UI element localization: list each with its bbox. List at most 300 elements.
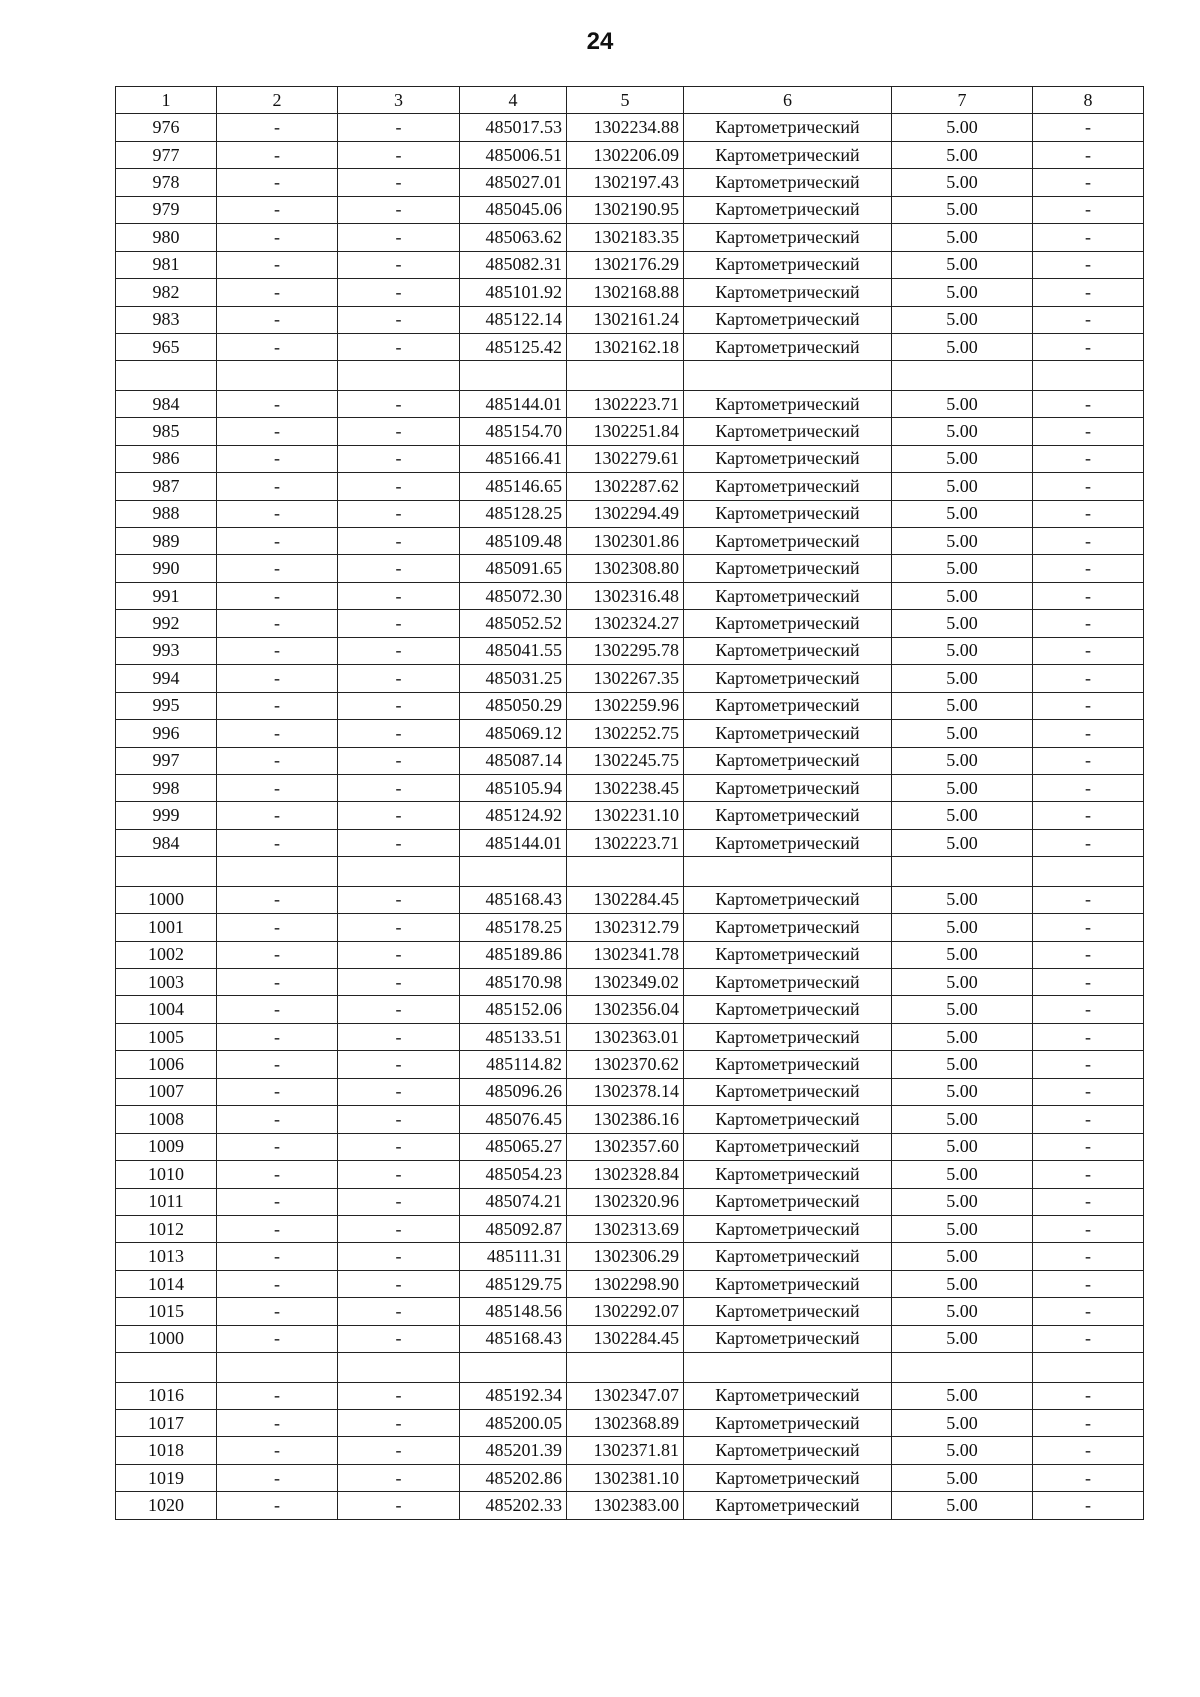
table-cell-col-5: 1302357.60 (567, 1133, 684, 1160)
table-cell-col-5: 1302279.61 (567, 445, 684, 472)
table-cell-col-3: - (338, 333, 460, 360)
table-cell-col-5: 1302206.09 (567, 141, 684, 168)
table-cell-col-2: - (217, 1188, 338, 1215)
table-cell-col-4: 485148.56 (460, 1298, 567, 1325)
table-cell-col-5: 1302251.84 (567, 418, 684, 445)
table-header (116, 87, 1144, 114)
table-cell-col-6: Картометрический (684, 1382, 892, 1409)
table-cell-col-1: 996 (116, 720, 217, 747)
table-cell-col-4: 485189.86 (460, 941, 567, 968)
table-cell-col-3: - (338, 829, 460, 856)
table-cell-col-3: - (338, 692, 460, 719)
table-cell-col-2: - (217, 1215, 338, 1242)
table-cell-col-1: 1017 (116, 1410, 217, 1437)
table-cell-col-6: Картометрический (684, 1270, 892, 1297)
table-cell-col-7: 5.00 (892, 1106, 1033, 1133)
table-cell-col-7: 5.00 (892, 1298, 1033, 1325)
table-cell-col-7: 5.00 (892, 196, 1033, 223)
column-header-8: 8 (1033, 87, 1144, 114)
table-cell-col-5: 1302316.48 (567, 582, 684, 609)
table-cell-col-2: - (217, 941, 338, 968)
table-cell-col-8: - (1033, 774, 1144, 801)
table-cell-col-8: - (1033, 1106, 1144, 1133)
table-cell-col-5: 1302363.01 (567, 1023, 684, 1050)
table-cell-col-3: - (338, 1023, 460, 1050)
table-cell-col-4: 485122.14 (460, 306, 567, 333)
table-cell-col-7: 5.00 (892, 1161, 1033, 1188)
table-cell-col-2: - (217, 637, 338, 664)
table-cell-col-6: Картометрический (684, 528, 892, 555)
table-cell-col-5: 1302176.29 (567, 251, 684, 278)
table-cell-col-3: - (338, 1325, 460, 1352)
table-cell-col-8: - (1033, 445, 1144, 472)
table-cell-col-7: 5.00 (892, 445, 1033, 472)
table-cell-col-5: 1302306.29 (567, 1243, 684, 1270)
table-cell-col-6: Картометрический (684, 829, 892, 856)
table-cell-col-8: - (1033, 141, 1144, 168)
table-cell-col-3: - (338, 1215, 460, 1242)
table-cell-col-8: - (1033, 390, 1144, 417)
table-cell-col-6: Картометрический (684, 555, 892, 582)
table-cell-col-7: 5.00 (892, 720, 1033, 747)
table-cell-col-2: - (217, 555, 338, 582)
table-cell-col-1: 981 (116, 251, 217, 278)
table-cell-col-4: 485170.98 (460, 969, 567, 996)
table-row (116, 1106, 1144, 1133)
table-cell-col-7: 5.00 (892, 886, 1033, 913)
table-cell-col-6: Картометрический (684, 1243, 892, 1270)
table-cell-col-4: 485200.05 (460, 1410, 567, 1437)
table-cell-col-6: Картометрический (684, 774, 892, 801)
table-cell-col-7: 5.00 (892, 1270, 1033, 1297)
table-cell-col-1: 982 (116, 279, 217, 306)
table-cell-col-1: 1018 (116, 1437, 217, 1464)
table-cell-col-1: 995 (116, 692, 217, 719)
table-cell-col-3: - (338, 279, 460, 306)
table-cell-col-8: - (1033, 969, 1144, 996)
table-cell-col-5: 1302252.75 (567, 720, 684, 747)
table-cell-col-2: - (217, 528, 338, 555)
column-header-3: 3 (338, 87, 460, 114)
table-cell-col-1: 1000 (116, 1325, 217, 1352)
table-cell-col-5: 1302190.95 (567, 196, 684, 223)
table-cell-col-3: - (338, 114, 460, 141)
table-cell-col-3: - (338, 445, 460, 472)
table-cell-col-5: 1302370.62 (567, 1051, 684, 1078)
table-row (116, 637, 1144, 664)
table-row (116, 1161, 1144, 1188)
table-cell-col-8: - (1033, 1298, 1144, 1325)
table-row (116, 1437, 1144, 1464)
table-cell-col-3: - (338, 473, 460, 500)
table-cell-col-1: 990 (116, 555, 217, 582)
table-cell-col-8: - (1033, 665, 1144, 692)
table-cell-col-4: 485054.23 (460, 1161, 567, 1188)
table-cell-col-7: 5.00 (892, 1051, 1033, 1078)
table-cell-col-7: 5.00 (892, 169, 1033, 196)
table-cell-col-5: 1302347.07 (567, 1382, 684, 1409)
table-cell-col-7: 5.00 (892, 279, 1033, 306)
table-cell-col-7: 5.00 (892, 969, 1033, 996)
table-cell-col-1: 984 (116, 390, 217, 417)
table-cell-col-7: 5.00 (892, 1325, 1033, 1352)
table-cell-col-1: 994 (116, 665, 217, 692)
table-cell-col-4 (460, 857, 567, 886)
table-cell-col-2: - (217, 141, 338, 168)
table-cell-col-5: 1302371.81 (567, 1437, 684, 1464)
table-cell-col-5: 1302383.00 (567, 1492, 684, 1519)
table-cell-col-7 (892, 1353, 1033, 1382)
table-cell-col-1: 1005 (116, 1023, 217, 1050)
table-cell-col-5: 1302295.78 (567, 637, 684, 664)
table-cell-col-6: Картометрический (684, 279, 892, 306)
table-cell-col-2: - (217, 473, 338, 500)
table-cell-col-2: - (217, 114, 338, 141)
table-cell-col-6: Картометрический (684, 886, 892, 913)
page-number: 24 (586, 28, 614, 55)
table-cell-col-6: Картометрический (684, 996, 892, 1023)
table-cell-col-5: 1302381.10 (567, 1464, 684, 1491)
table-cell-col-2: - (217, 1133, 338, 1160)
table-cell-col-3: - (338, 1492, 460, 1519)
table-cell-col-2: - (217, 692, 338, 719)
table-cell-col-6: Картометрический (684, 224, 892, 251)
table-cell-col-5: 1302234.88 (567, 114, 684, 141)
table-cell-col-8: - (1033, 1492, 1144, 1519)
table-row (116, 141, 1144, 168)
table-cell-col-8 (1033, 361, 1144, 390)
table-cell-col-6: Картометрический (684, 969, 892, 996)
table-cell-col-8: - (1033, 473, 1144, 500)
table-row (116, 279, 1144, 306)
table-cell-col-6: Картометрический (684, 141, 892, 168)
table-cell-col-7: 5.00 (892, 829, 1033, 856)
table-cell-col-8: - (1033, 114, 1144, 141)
table-cell-col-3: - (338, 390, 460, 417)
table-cell-col-2: - (217, 500, 338, 527)
table-cell-col-6: Картометрический (684, 1325, 892, 1352)
table-cell-col-8: - (1033, 528, 1144, 555)
table-cell-col-8: - (1033, 1133, 1144, 1160)
table-row (116, 665, 1144, 692)
table-row (116, 941, 1144, 968)
table-cell-col-2: - (217, 251, 338, 278)
table-cell-col-6: Картометрический (684, 747, 892, 774)
table-cell-col-4: 485202.86 (460, 1464, 567, 1491)
table-cell-col-5 (567, 361, 684, 390)
table-cell-col-3: - (338, 802, 460, 829)
table-cell-col-7: 5.00 (892, 528, 1033, 555)
table-cell-col-4: 485128.25 (460, 500, 567, 527)
table-cell-col-6: Картометрический (684, 1464, 892, 1491)
table-cell-col-8: - (1033, 692, 1144, 719)
table-cell-col-5: 1302324.27 (567, 610, 684, 637)
table-cell-col-8: - (1033, 306, 1144, 333)
table-cell-col-6: Картометрический (684, 500, 892, 527)
column-header-7: 7 (892, 87, 1033, 114)
table-cell-col-8: - (1033, 996, 1144, 1023)
table-cell-col-7: 5.00 (892, 473, 1033, 500)
table-cell-col-3: - (338, 251, 460, 278)
table-row (116, 1410, 1144, 1437)
table-cell-col-6: Картометрический (684, 306, 892, 333)
table-row (116, 333, 1144, 360)
table-row (116, 1270, 1144, 1297)
table-cell-col-4: 485076.45 (460, 1106, 567, 1133)
table-cell-col-1: 965 (116, 333, 217, 360)
table-cell-col-6 (684, 857, 892, 886)
table-cell-col-8: - (1033, 1464, 1144, 1491)
table-cell-col-2: - (217, 1270, 338, 1297)
table-cell-col-7: 5.00 (892, 774, 1033, 801)
table-cell-col-5: 1302341.78 (567, 941, 684, 968)
table-cell-col-7: 5.00 (892, 582, 1033, 609)
table-cell-col-4: 485124.92 (460, 802, 567, 829)
table-cell-col-8: - (1033, 1243, 1144, 1270)
table-cell-col-3: - (338, 306, 460, 333)
table-cell-col-3: - (338, 747, 460, 774)
table-cell-col-1: 986 (116, 445, 217, 472)
table-cell-col-5: 1302368.89 (567, 1410, 684, 1437)
table-row (116, 1078, 1144, 1105)
table-cell-col-4: 485087.14 (460, 747, 567, 774)
table-cell-col-1: 1002 (116, 941, 217, 968)
table-cell-col-7: 5.00 (892, 1437, 1033, 1464)
table-cell-col-4: 485109.48 (460, 528, 567, 555)
table-cell-col-7: 5.00 (892, 1464, 1033, 1491)
table-row (116, 114, 1144, 141)
table-cell-col-6: Картометрический (684, 1188, 892, 1215)
table-row (116, 886, 1144, 913)
table-cell-col-7: 5.00 (892, 1215, 1033, 1242)
table-cell-col-7: 5.00 (892, 996, 1033, 1023)
table-row (116, 418, 1144, 445)
table-cell-col-4: 485105.94 (460, 774, 567, 801)
table-cell-col-5: 1302183.35 (567, 224, 684, 251)
table-cell-col-6: Картометрический (684, 1161, 892, 1188)
table-cell-col-8: - (1033, 1325, 1144, 1352)
table-cell-col-2: - (217, 1078, 338, 1105)
table-cell-col-2: - (217, 1437, 338, 1464)
table-cell-col-6: Картометрический (684, 251, 892, 278)
table-cell-col-1: 979 (116, 196, 217, 223)
table-cell-col-5: 1302320.96 (567, 1188, 684, 1215)
column-header-1: 1 (116, 87, 217, 114)
table-cell-col-3: - (338, 141, 460, 168)
table-row (116, 1188, 1144, 1215)
table-cell-col-5: 1302161.24 (567, 306, 684, 333)
table-cell-col-4: 485202.33 (460, 1492, 567, 1519)
table-cell-col-7: 5.00 (892, 914, 1033, 941)
table-cell-col-1: 998 (116, 774, 217, 801)
table-cell-col-1: 985 (116, 418, 217, 445)
table-cell-col-8: - (1033, 720, 1144, 747)
column-header-4: 4 (460, 87, 567, 114)
table-cell-col-1: 988 (116, 500, 217, 527)
table-cell-col-6: Картометрический (684, 1133, 892, 1160)
table-cell-col-2: - (217, 747, 338, 774)
table-row (116, 169, 1144, 196)
table-cell-col-6: Картометрический (684, 169, 892, 196)
table-cell-col-8: - (1033, 224, 1144, 251)
table-row (116, 196, 1144, 223)
table-cell-col-2: - (217, 279, 338, 306)
table-cell-col-5: 1302313.69 (567, 1215, 684, 1242)
table-separator-row (116, 361, 1144, 390)
table-cell-col-2: - (217, 1106, 338, 1133)
table-cell-col-1: 989 (116, 528, 217, 555)
table-cell-col-8: - (1033, 610, 1144, 637)
table-cell-col-2: - (217, 1464, 338, 1491)
table-cell-col-4: 485092.87 (460, 1215, 567, 1242)
table-cell-col-8: - (1033, 1051, 1144, 1078)
table-cell-col-2: - (217, 665, 338, 692)
table-row (116, 1215, 1144, 1242)
table-cell-col-7: 5.00 (892, 802, 1033, 829)
table-cell-col-2: - (217, 169, 338, 196)
table-cell-col-6: Картометрический (684, 582, 892, 609)
table-cell-col-4: 485069.12 (460, 720, 567, 747)
table-cell-col-6: Картометрический (684, 1492, 892, 1519)
table-cell-col-8 (1033, 1353, 1144, 1382)
table-cell-col-7: 5.00 (892, 637, 1033, 664)
table-cell-col-3: - (338, 555, 460, 582)
table-cell-col-3: - (338, 637, 460, 664)
table-cell-col-1: 1020 (116, 1492, 217, 1519)
table-cell-col-2: - (217, 996, 338, 1023)
table-cell-col-6: Картометрический (684, 1437, 892, 1464)
table-cell-col-8: - (1033, 1023, 1144, 1050)
table-row (116, 720, 1144, 747)
table-cell-col-1: 1004 (116, 996, 217, 1023)
table-cell-col-1: 1016 (116, 1382, 217, 1409)
table-cell-col-3: - (338, 996, 460, 1023)
table-row (116, 692, 1144, 719)
table-cell-col-7: 5.00 (892, 1188, 1033, 1215)
table-cell-col-2: - (217, 914, 338, 941)
table-cell-col-2: - (217, 445, 338, 472)
table-cell-col-3: - (338, 1298, 460, 1325)
table-cell-col-1: 1013 (116, 1243, 217, 1270)
table-cell-col-7: 5.00 (892, 1078, 1033, 1105)
table-cell-col-2: - (217, 390, 338, 417)
table-cell-col-1: 1019 (116, 1464, 217, 1491)
table-row (116, 1023, 1144, 1050)
table-cell-col-8: - (1033, 1215, 1144, 1242)
table-cell-col-4: 485017.53 (460, 114, 567, 141)
table-cell-col-7: 5.00 (892, 1023, 1033, 1050)
table-cell-col-8: - (1033, 169, 1144, 196)
table-cell-col-1: 984 (116, 829, 217, 856)
table-cell-col-8: - (1033, 747, 1144, 774)
table-cell-col-1 (116, 361, 217, 390)
table-cell-col-8: - (1033, 582, 1144, 609)
table-header-row (116, 87, 1144, 114)
table-cell-col-3: - (338, 610, 460, 637)
table-cell-col-3: - (338, 1270, 460, 1297)
column-header-2: 2 (217, 87, 338, 114)
table-cell-col-7: 5.00 (892, 1410, 1033, 1437)
table-cell-col-4: 485027.01 (460, 169, 567, 196)
table-row (116, 802, 1144, 829)
table-row (116, 1325, 1144, 1352)
table-cell-col-2: - (217, 196, 338, 223)
table-cell-col-7: 5.00 (892, 500, 1033, 527)
table-cell-col-4: 485111.31 (460, 1243, 567, 1270)
table-row (116, 251, 1144, 278)
table-cell-col-7: 5.00 (892, 418, 1033, 445)
table-cell-col-7: 5.00 (892, 1133, 1033, 1160)
table-cell-col-1 (116, 857, 217, 886)
table-cell-col-8: - (1033, 555, 1144, 582)
table-cell-col-8: - (1033, 914, 1144, 941)
table-cell-col-4: 485168.43 (460, 1325, 567, 1352)
table-cell-col-4: 485091.65 (460, 555, 567, 582)
table-row (116, 1298, 1144, 1325)
table-cell-col-2: - (217, 1298, 338, 1325)
table-cell-col-4: 485050.29 (460, 692, 567, 719)
table-row (116, 747, 1144, 774)
table-cell-col-3: - (338, 1382, 460, 1409)
table-row (116, 914, 1144, 941)
table-cell-col-4: 485063.62 (460, 224, 567, 251)
table-cell-col-1: 997 (116, 747, 217, 774)
table-cell-col-3: - (338, 1243, 460, 1270)
table-cell-col-4 (460, 1353, 567, 1382)
table-cell-col-1: 987 (116, 473, 217, 500)
table-cell-col-4: 485096.26 (460, 1078, 567, 1105)
table-cell-col-6: Картометрический (684, 445, 892, 472)
table-cell-col-8: - (1033, 1078, 1144, 1105)
table-cell-col-5: 1302301.86 (567, 528, 684, 555)
table-row (116, 1243, 1144, 1270)
table-cell-col-6: Картометрический (684, 418, 892, 445)
table-cell-col-6: Картометрический (684, 1106, 892, 1133)
table-cell-col-6: Картометрический (684, 637, 892, 664)
table-cell-col-8: - (1033, 802, 1144, 829)
table-cell-col-7: 5.00 (892, 555, 1033, 582)
table-row (116, 1051, 1144, 1078)
table-cell-col-6: Картометрический (684, 692, 892, 719)
table-row (116, 500, 1144, 527)
table-cell-col-4: 485045.06 (460, 196, 567, 223)
table-cell-col-4: 485125.42 (460, 333, 567, 360)
table-cell-col-1: 1008 (116, 1106, 217, 1133)
table-cell-col-4: 485146.65 (460, 473, 567, 500)
table-cell-col-6: Картометрический (684, 473, 892, 500)
coordinates-table (115, 86, 1144, 1520)
table-row (116, 1133, 1144, 1160)
table-cell-col-5: 1302287.62 (567, 473, 684, 500)
table-cell-col-2: - (217, 829, 338, 856)
table-cell-col-5: 1302294.49 (567, 500, 684, 527)
table-cell-col-1: 1012 (116, 1215, 217, 1242)
table-cell-col-3: - (338, 1464, 460, 1491)
table-cell-col-6 (684, 361, 892, 390)
table-cell-col-8: - (1033, 418, 1144, 445)
table-cell-col-3 (338, 857, 460, 886)
table-cell-col-2: - (217, 720, 338, 747)
table-cell-col-2: - (217, 969, 338, 996)
table-cell-col-4: 485178.25 (460, 914, 567, 941)
table-cell-col-3: - (338, 196, 460, 223)
table-cell-col-5: 1302284.45 (567, 886, 684, 913)
table-cell-col-7: 5.00 (892, 390, 1033, 417)
table-cell-col-7: 5.00 (892, 665, 1033, 692)
table-cell-col-5: 1302223.71 (567, 829, 684, 856)
table-cell-col-5: 1302284.45 (567, 1325, 684, 1352)
table-cell-col-2: - (217, 1161, 338, 1188)
